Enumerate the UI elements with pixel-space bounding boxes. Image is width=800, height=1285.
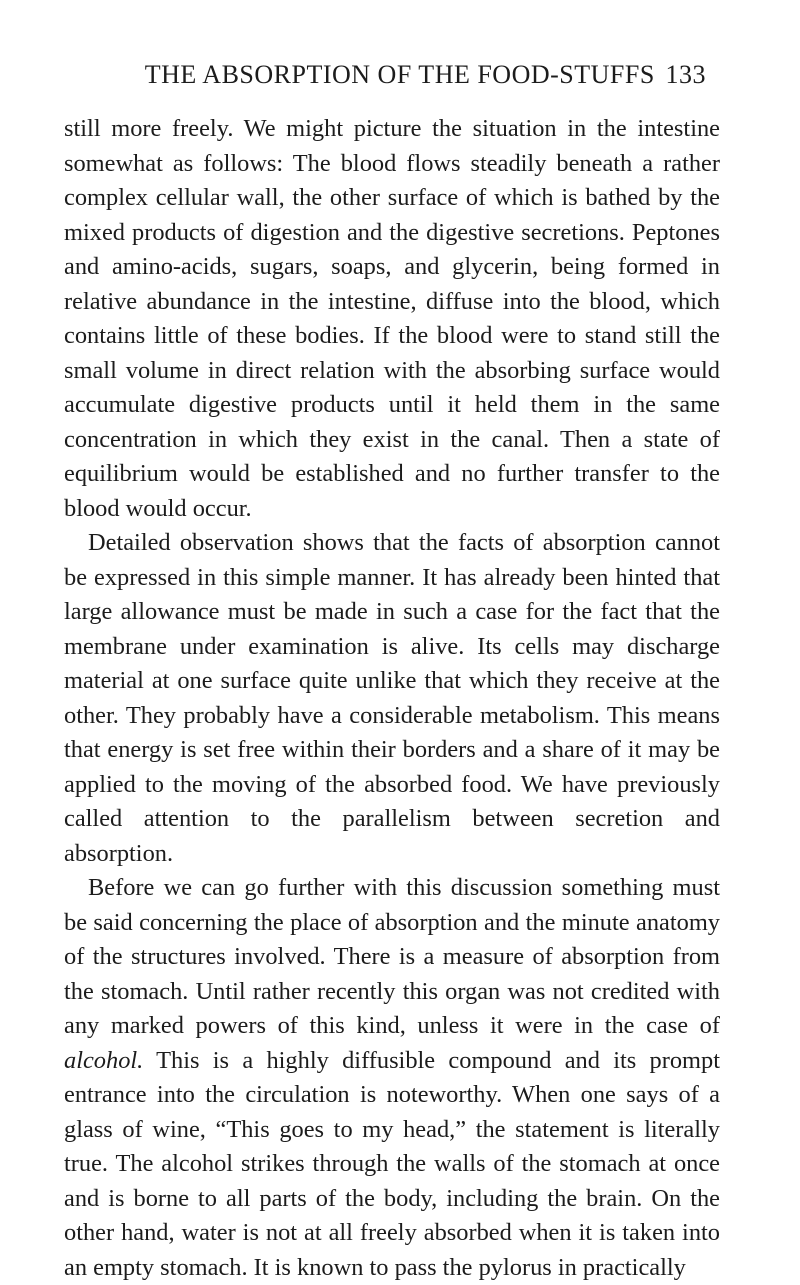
paragraph-text-after-emphasis: This is a highly diffusible compound and its prompt entrance into the circulation is noteworthy. When one says of a glass of wine, “This goes to my head,” the statement is literally true. The alcohol strikes through the walls of the stomach at once and is borne to all parts of the body, including the brain. On the other hand, water is not at all freely absorbed when it is taken into an empty stomach. It is known to pass the pylorus in practically [64,1046,720,1281]
paragraph-text-before-emphasis: Before we can go further with this discussion something must be said concerning the place of absorption and the minute anatomy of the structures involved. There is a measure of absorption from the stomach. Until rather recently this organ was not credited with any marked powers of this kind, unless it were in the case of [64,874,720,1039]
paragraph-continuation: still more freely. We might picture the situation in the intestine somewhat as follows: The blood flows steadily beneath a rather complex cellular wall, the other surface of which is bathed by the mixed products of digestion and the digestive secretions. Peptones and amino-acids, sugars, soaps, and glycerin, being formed in relative abundance in the intestine, diffuse into the blood, which contains little of these bodies. If the blood were to stand still the small volume in direct relation with the absorbing surface would accumulate digestive products until it held them in the same concentration in which they exist in the canal. Then a state of equilibrium would be established and no further transfer to the blood would occur. [64,115,720,522]
page-number: 133 [665,60,706,89]
emphasis-alcohol: alcohol. [64,1046,144,1074]
running-title: THE ABSORPTION OF THE FOOD-STUFFS [144,60,655,89]
running-header [64,60,706,94]
body-text [64,112,720,1285]
paragraph-detailed-observation: Detailed observation shows that the facts of absorption cannot be expressed in this simple manner. It has already been hinted that large allowance must be made in such a case for the fact that the membrane under examination is alive. Its cells may discharge material at one surface quite unlike that which they receive at the other. They probably have a considerable metabolism. This means that energy is set free within their borders and a share of it may be applied to the moving of the absorbed food. We have previously called attention to the parallelism between secretion and absorption. [64,529,720,867]
paragraph-place-of-absorption [64,871,720,1285]
